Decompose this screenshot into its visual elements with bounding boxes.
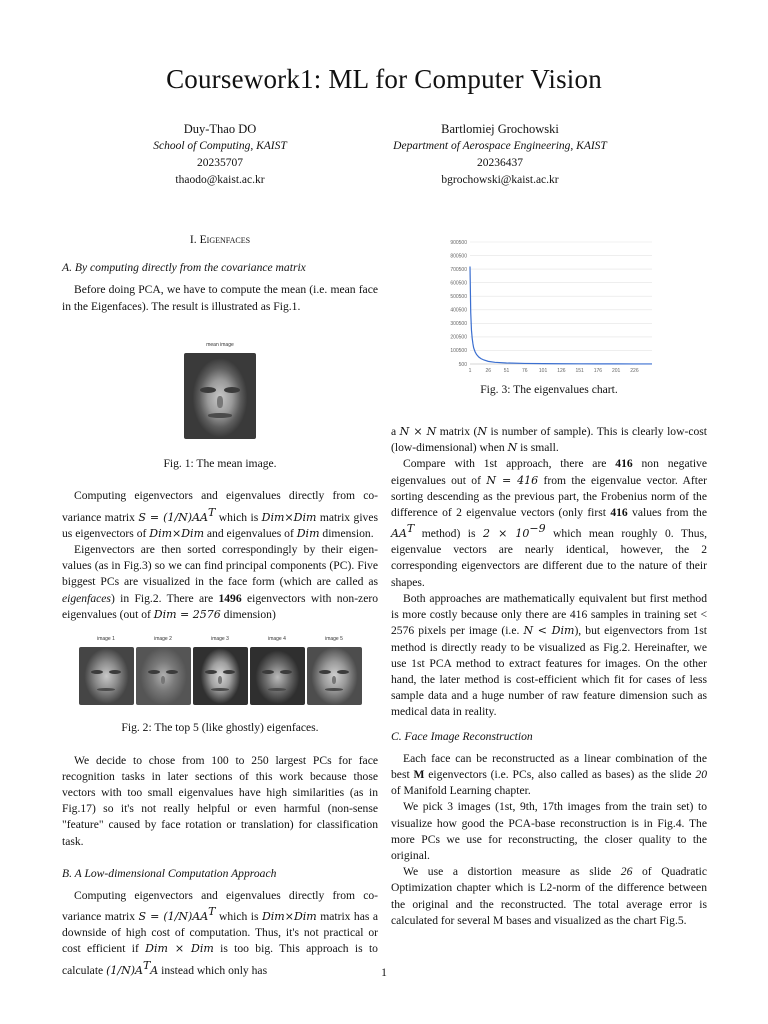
eigenface-1: image 1 xyxy=(79,631,134,710)
y-tick-label: 300500 xyxy=(450,321,467,328)
author-id: 20236437 xyxy=(477,157,523,169)
eigenface-4: image 4 xyxy=(250,631,305,710)
eigenface-image xyxy=(307,647,362,705)
paragraph-r2: Compare with 1st approach, there are 416 non negative eigenvalues out of N = 416 from the eigenvalue vector. After sorting descending as the previous part, the Frobenius norm of the difference of 2 eigenvalue vectors (only first 416 values from the $AA^T$ method) is $2 \times 10^{-9}$ which mean roughly 0. Thus, eigenvalue vectors are nearly identical, however, the 2 corresponding eigenvectors are different due to the nature of their shapes. xyxy=(391,457,708,589)
author-2 xyxy=(350,121,650,189)
figure-eigenfaces xyxy=(62,631,378,710)
x-tick-label: 101 xyxy=(538,368,548,374)
author-id: 20235707 xyxy=(197,157,243,169)
y-tick-label: 500500 xyxy=(450,294,467,301)
paragraph-c1: Each face can be reconstructed as a linear combination of the best M eigenvectors (i.e. PCs, also called as bases) as the slide 20 of Manifold Learning chapter. xyxy=(391,751,707,798)
paragraph-a2: Computing eigenvectors and eigenvalues directly from co-variance matrix $S = (1/N)AA^T$ which is Dim×Dim matrix gives us eigenvectors of Dim×Dim and eigenvalues of Dim dimension. xyxy=(62,489,379,540)
author-name: Duy-Thao DO xyxy=(183,122,257,136)
x-tick-label: 176 xyxy=(593,368,603,374)
author-email: bgrochowski@kaist.ac.kr xyxy=(441,174,559,186)
x-tick-label: 151 xyxy=(575,368,584,374)
mean-face-image xyxy=(184,353,256,439)
x-tick-label: 51 xyxy=(503,368,510,374)
eigenface-image xyxy=(250,647,305,705)
author-email: thaodo@kaist.ac.kr xyxy=(175,174,265,186)
page-number: 1 xyxy=(381,966,387,979)
paragraph-b1: Computing eigenvectors and eigenvalues directly from co-variance matrix $S = (1/N)AA^T$ which is Dim×Dim matrix has a downside of high cost of computation. Thus, it's not practical or cost efficient if Dim × Dim is too big. This approach is to calculate $(1/N)A^TA$ instead which only has xyxy=(62,888,379,977)
x-tick-label: 76 xyxy=(522,368,528,374)
y-tick-label: 200500 xyxy=(450,334,467,341)
x-tick-label: 226 xyxy=(630,368,639,374)
right-column xyxy=(391,424,707,929)
x-tick-label: 26 xyxy=(485,368,492,374)
figure-mean-image xyxy=(184,337,256,444)
x-tick-label: 201 xyxy=(612,368,621,374)
y-tick-label: 900500 xyxy=(450,239,467,246)
section-number: I. xyxy=(189,233,197,246)
left-column xyxy=(62,232,378,979)
eigenface-2: image 2 xyxy=(136,631,191,710)
y-tick-label: 700500 xyxy=(450,266,467,273)
section-heading xyxy=(62,232,378,248)
x-tick-label: 1 xyxy=(468,368,472,374)
paragraph-a4: We decide to chose from 100 to 250 largest PCs for face recognition tasks in later sections of this work because those vectors with too small eigenvalues have high similarities (as in Fig.17) so it's not really helpful or even harmful (non-sense "feature" caused by face rotation or translation) for classification task. xyxy=(62,753,378,848)
x-tick-label: 126 xyxy=(557,368,566,374)
subsection-b-heading: B. A Low-dimensional Computation Approach xyxy=(62,866,277,880)
figure-2-caption: Fig. 2: The top 5 (like ghostly) eigenfaces. xyxy=(121,721,319,735)
subsection-c-heading: C. Face Image Reconstruction xyxy=(391,729,533,743)
section-title: Eigenfaces xyxy=(199,233,251,246)
eigenface-3: image 3 xyxy=(193,631,248,710)
paragraph-a1: Before doing PCA, we have to compute the mean (i.e. mean face in the Eigenfaces). The result is illustrated as Fig.1. xyxy=(62,283,378,313)
y-tick-label: 400500 xyxy=(450,307,467,314)
y-tick-label: 600500 xyxy=(450,280,467,287)
eigenface-image xyxy=(79,647,134,705)
author-affiliation: School of Computing, KAIST xyxy=(153,140,287,152)
chart-svg xyxy=(438,236,658,380)
subsection-a-heading: A. By computing directly from the covariance matrix xyxy=(62,261,306,275)
paragraph-r1: a N × N matrix (N is number of sample). This is clearly low-cost (low-dimensional) when N is small. xyxy=(391,425,707,455)
author-affiliation: Department of Aerospace Engineering, KAIST xyxy=(393,140,607,152)
figure-1-caption: Fig. 1: The mean image. xyxy=(163,457,277,471)
author-name: Bartlomiej Grochowski xyxy=(441,122,559,136)
eigenface-image xyxy=(193,647,248,705)
paper-title: Coursework1: ML for Computer Vision xyxy=(166,64,602,94)
eigenface-5: image 5 xyxy=(307,631,362,710)
paragraph-r3: Both approaches are mathematically equivalent but first method is more costly because only there are 416 samples in training set < 2576 pixels per image (i.e. N < Dim), but eigenvectors from 1st method is directly ready to be visualized as Fig.2. Hereinafter, we use 1st PCA method to extract features for images. On the other hand, the later method is cost-efficient which fit for cases of less sample data and a huge number of raw feature dimension such as medical data in reality. xyxy=(391,591,707,719)
series-line-eigenvalues xyxy=(470,266,652,363)
paragraph-a3: Eigenvectors are then sorted correspondingly by their eigen-values (as in Fig.3) so we can find principal components (PC). Five biggest PCs are visualized in the face form (which are called as eigenfaces) in Fig.2. There are 1496 eigenvectors with non-zero eigenvalues (out of Dim = 2576 dimension) xyxy=(62,542,378,621)
figure-3-caption: Fig. 3: The eigenvalues chart. xyxy=(480,383,618,396)
eigenface-image xyxy=(136,647,191,705)
paragraph-c3: We use a distortion measure as slide 26 of Quadratic Optimization chapter which is L2-norm of the difference between the original and the reconstructed. The total average error is calculated for several M bases and visualized as the chart Fig.5. xyxy=(391,865,707,927)
y-tick-label: 500 xyxy=(458,361,467,368)
y-tick-label: 100500 xyxy=(450,348,467,355)
figure-label: mean image xyxy=(206,341,234,348)
paragraph-c2: We pick 3 images (1st, 9th, 17th images from the train set) to visualize how good the PCA-base reconstruction is in Fig.4. The more PCs we use for reconstructing, the closer quality to the original. xyxy=(391,800,707,862)
y-tick-label: 800500 xyxy=(450,253,467,260)
eigenvalues-chart xyxy=(438,236,658,380)
author-1 xyxy=(70,121,370,189)
